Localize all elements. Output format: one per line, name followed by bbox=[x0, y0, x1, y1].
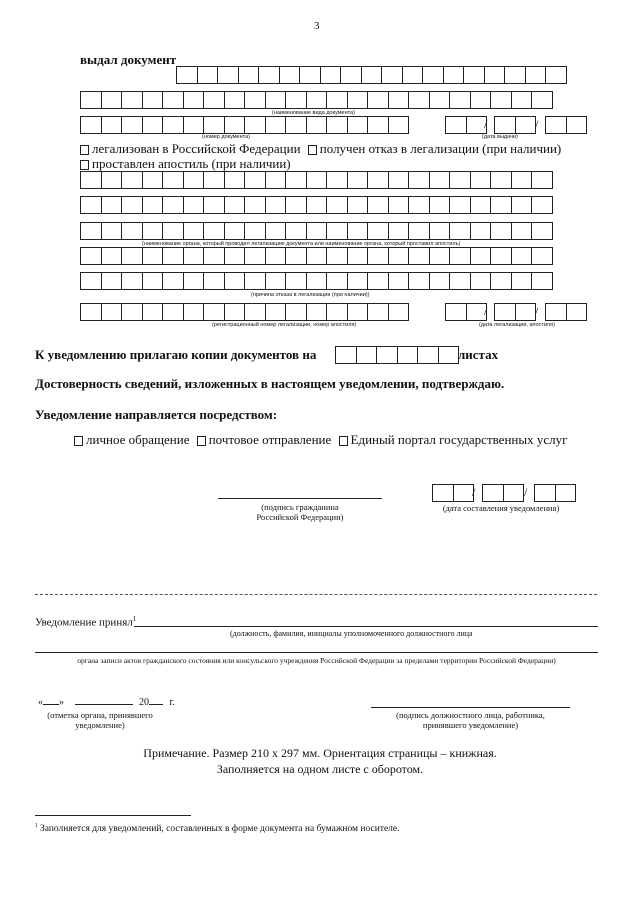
input-cell[interactable] bbox=[244, 91, 266, 109]
copies-prefix: К уведомлению прилагаю копии документов на bbox=[35, 347, 317, 362]
input-cell[interactable] bbox=[347, 116, 369, 134]
input-cell[interactable] bbox=[326, 91, 348, 109]
legalization-date-caption: (дата легализации, апостиля) bbox=[479, 322, 555, 328]
input-cell[interactable] bbox=[101, 303, 123, 321]
input-cell[interactable] bbox=[340, 66, 362, 84]
refused-checkbox[interactable] bbox=[308, 145, 317, 155]
input-cell[interactable] bbox=[347, 222, 369, 240]
legal-month-grid[interactable] bbox=[494, 303, 539, 321]
note bbox=[0, 745, 640, 777]
input-cell[interactable] bbox=[224, 171, 246, 189]
input-cell[interactable] bbox=[347, 171, 369, 189]
input-cell[interactable] bbox=[326, 247, 348, 265]
post-label: почтовое отправление bbox=[208, 432, 332, 447]
input-cell[interactable] bbox=[429, 247, 451, 265]
input-cell[interactable] bbox=[285, 196, 307, 214]
input-cell[interactable] bbox=[101, 247, 123, 265]
input-cell[interactable] bbox=[80, 171, 102, 189]
doc-type-caption: (наименование вида документа) bbox=[272, 110, 355, 116]
doc-number-grid[interactable] bbox=[80, 116, 409, 134]
input-cell[interactable] bbox=[299, 66, 321, 84]
portal-checkbox[interactable] bbox=[339, 436, 348, 446]
legalized-checkbox[interactable] bbox=[80, 145, 89, 155]
input-cell[interactable] bbox=[515, 116, 537, 134]
input-cell[interactable] bbox=[162, 272, 184, 290]
input-cell[interactable] bbox=[566, 303, 588, 321]
legalization-org-grid-1[interactable] bbox=[80, 171, 553, 189]
input-cell[interactable] bbox=[306, 116, 328, 134]
input-cell[interactable] bbox=[326, 272, 348, 290]
confirm-text: Достоверность сведений, изложенных в настоящем уведомлении, подтверждаю. bbox=[35, 376, 505, 391]
acceptance-footnote-mark: 1 bbox=[132, 615, 137, 623]
input-cell[interactable] bbox=[203, 303, 225, 321]
input-cell[interactable] bbox=[449, 196, 471, 214]
input-cell[interactable] bbox=[285, 171, 307, 189]
year-blank[interactable] bbox=[149, 704, 163, 705]
input-cell[interactable] bbox=[367, 272, 389, 290]
input-cell[interactable] bbox=[367, 171, 389, 189]
input-cell[interactable] bbox=[101, 91, 123, 109]
mark-caption-line1: (отметка органа, принявшего bbox=[47, 710, 153, 720]
input-cell[interactable] bbox=[183, 247, 205, 265]
input-cell[interactable] bbox=[244, 196, 266, 214]
input-cell[interactable] bbox=[347, 196, 369, 214]
input-cell[interactable] bbox=[388, 272, 410, 290]
compose-month-grid[interactable] bbox=[482, 484, 524, 502]
apostille-checkbox[interactable] bbox=[80, 160, 89, 170]
input-cell[interactable] bbox=[80, 303, 102, 321]
input-cell[interactable] bbox=[531, 272, 553, 290]
input-cell[interactable] bbox=[531, 222, 553, 240]
day-blank[interactable] bbox=[43, 704, 59, 705]
personal-checkbox[interactable] bbox=[74, 436, 83, 446]
input-cell[interactable] bbox=[388, 303, 410, 321]
org-caption: органа записи актов гражданского состояния или консульского учреждения Российской Федерации за пределами территории Российской Федерации) bbox=[77, 656, 556, 665]
input-cell[interactable] bbox=[224, 247, 246, 265]
input-cell[interactable] bbox=[238, 66, 260, 84]
input-cell[interactable] bbox=[224, 91, 246, 109]
input-cell[interactable] bbox=[525, 66, 547, 84]
issue-day-grid[interactable] bbox=[445, 116, 487, 134]
input-cell[interactable] bbox=[162, 171, 184, 189]
input-cell[interactable] bbox=[121, 196, 143, 214]
input-cell[interactable] bbox=[438, 346, 460, 364]
input-cell[interactable] bbox=[470, 222, 492, 240]
legal-day-grid[interactable] bbox=[445, 303, 487, 321]
input-cell[interactable] bbox=[80, 272, 102, 290]
citizen-signature-caption bbox=[218, 502, 382, 522]
doc-type-grid-1[interactable] bbox=[176, 66, 567, 84]
input-cell[interactable] bbox=[306, 272, 328, 290]
refused-label: получен отказ в легализации (при наличии) bbox=[319, 141, 562, 156]
input-cell[interactable] bbox=[285, 222, 307, 240]
input-cell[interactable] bbox=[183, 272, 205, 290]
input-cell[interactable] bbox=[203, 272, 225, 290]
input-cell[interactable] bbox=[121, 222, 143, 240]
input-cell[interactable] bbox=[306, 171, 328, 189]
input-cell[interactable] bbox=[80, 247, 102, 265]
input-cell[interactable] bbox=[367, 91, 389, 109]
input-cell[interactable] bbox=[142, 116, 164, 134]
official-line[interactable] bbox=[134, 626, 598, 627]
org-line[interactable] bbox=[35, 652, 598, 653]
input-cell[interactable] bbox=[121, 303, 143, 321]
input-cell[interactable] bbox=[320, 66, 342, 84]
input-cell[interactable] bbox=[432, 484, 454, 502]
input-cell[interactable] bbox=[356, 346, 378, 364]
input-cell[interactable] bbox=[566, 116, 588, 134]
input-cell[interactable] bbox=[408, 196, 430, 214]
input-cell[interactable] bbox=[381, 66, 403, 84]
input-cell[interactable] bbox=[306, 222, 328, 240]
official-signature-line[interactable] bbox=[371, 707, 570, 708]
input-cell[interactable] bbox=[511, 272, 533, 290]
input-cell[interactable] bbox=[285, 247, 307, 265]
input-cell[interactable] bbox=[490, 91, 512, 109]
input-cell[interactable] bbox=[285, 303, 307, 321]
input-cell[interactable] bbox=[515, 303, 537, 321]
input-cell[interactable] bbox=[347, 272, 369, 290]
input-cell[interactable] bbox=[555, 484, 577, 502]
input-cell[interactable] bbox=[408, 247, 430, 265]
input-cell[interactable] bbox=[183, 222, 205, 240]
input-cell[interactable] bbox=[306, 247, 328, 265]
legal-year-grid[interactable] bbox=[545, 303, 587, 321]
input-cell[interactable] bbox=[367, 196, 389, 214]
input-cell[interactable] bbox=[258, 66, 280, 84]
input-cell[interactable] bbox=[531, 171, 553, 189]
official-signature-caption bbox=[371, 710, 570, 730]
acceptance-date-row bbox=[38, 697, 175, 708]
input-cell[interactable] bbox=[408, 91, 430, 109]
year-suffix: г. bbox=[169, 697, 175, 708]
input-cell[interactable] bbox=[417, 346, 439, 364]
input-cell[interactable] bbox=[397, 346, 419, 364]
footnote bbox=[35, 823, 400, 834]
input-cell[interactable] bbox=[534, 484, 556, 502]
input-cell[interactable] bbox=[443, 66, 465, 84]
issue-month-grid[interactable] bbox=[494, 116, 539, 134]
slash: / bbox=[484, 304, 488, 318]
input-cell[interactable] bbox=[545, 303, 567, 321]
acceptance-label bbox=[35, 615, 136, 629]
slash: / bbox=[535, 304, 539, 318]
input-cell[interactable] bbox=[183, 196, 205, 214]
mark-caption bbox=[38, 710, 162, 730]
input-cell[interactable] bbox=[265, 196, 287, 214]
input-cell[interactable] bbox=[217, 66, 239, 84]
input-cell[interactable] bbox=[494, 116, 516, 134]
input-cell[interactable] bbox=[511, 171, 533, 189]
input-cell[interactable] bbox=[545, 66, 567, 84]
page-number: 3 bbox=[314, 20, 320, 32]
input-cell[interactable] bbox=[347, 91, 369, 109]
input-cell[interactable] bbox=[453, 484, 475, 502]
input-cell[interactable] bbox=[142, 196, 164, 214]
input-cell[interactable] bbox=[101, 171, 123, 189]
input-cell[interactable] bbox=[224, 116, 246, 134]
input-cell[interactable] bbox=[449, 272, 471, 290]
input-cell[interactable] bbox=[285, 272, 307, 290]
apostille-label: проставлен апостиль (при наличии) bbox=[92, 156, 291, 171]
input-cell[interactable] bbox=[121, 116, 143, 134]
input-cell[interactable] bbox=[367, 116, 389, 134]
input-cell[interactable] bbox=[545, 116, 567, 134]
input-cell[interactable] bbox=[80, 196, 102, 214]
reg-number-grid[interactable] bbox=[80, 303, 409, 321]
input-cell[interactable] bbox=[265, 247, 287, 265]
input-cell[interactable] bbox=[121, 91, 143, 109]
input-cell[interactable] bbox=[306, 196, 328, 214]
compose-day-grid[interactable] bbox=[432, 484, 474, 502]
input-cell[interactable] bbox=[408, 171, 430, 189]
footnote-mark: 1 bbox=[35, 823, 38, 829]
input-cell[interactable] bbox=[162, 303, 184, 321]
input-cell[interactable] bbox=[244, 222, 266, 240]
input-cell[interactable] bbox=[183, 116, 205, 134]
input-cell[interactable] bbox=[449, 91, 471, 109]
input-cell[interactable] bbox=[142, 91, 164, 109]
issued-doc-label: выдал документ bbox=[80, 52, 177, 67]
input-cell[interactable] bbox=[244, 303, 266, 321]
input-cell[interactable] bbox=[265, 222, 287, 240]
input-cell[interactable] bbox=[265, 116, 287, 134]
input-cell[interactable] bbox=[490, 196, 512, 214]
compose-year-grid[interactable] bbox=[534, 484, 576, 502]
input-cell[interactable] bbox=[183, 171, 205, 189]
input-cell[interactable] bbox=[142, 247, 164, 265]
input-cell[interactable] bbox=[511, 196, 533, 214]
input-cell[interactable] bbox=[203, 196, 225, 214]
sign-caption-line1: (подпись должностного лица, работника, bbox=[396, 710, 545, 720]
input-cell[interactable] bbox=[80, 222, 102, 240]
input-cell[interactable] bbox=[162, 116, 184, 134]
input-cell[interactable] bbox=[388, 116, 410, 134]
input-cell[interactable] bbox=[101, 222, 123, 240]
input-cell[interactable] bbox=[531, 196, 553, 214]
delivery-options-row bbox=[74, 432, 567, 448]
input-cell[interactable] bbox=[504, 66, 526, 84]
acceptance-label-text: Уведомление принял bbox=[35, 616, 133, 629]
slash: / bbox=[524, 485, 528, 499]
input-cell[interactable] bbox=[482, 484, 504, 502]
input-cell[interactable] bbox=[361, 66, 383, 84]
input-cell[interactable] bbox=[121, 171, 143, 189]
footnote-separator bbox=[35, 815, 191, 816]
input-cell[interactable] bbox=[367, 303, 389, 321]
input-cell[interactable] bbox=[422, 66, 444, 84]
input-cell[interactable] bbox=[429, 91, 451, 109]
input-cell[interactable] bbox=[494, 303, 516, 321]
note-line1: Примечание. Размер 210 x 297 мм. Ориентация страницы – книжная. bbox=[143, 746, 497, 760]
input-cell[interactable] bbox=[388, 196, 410, 214]
input-cell[interactable] bbox=[484, 66, 506, 84]
section-divider bbox=[35, 594, 597, 595]
input-cell[interactable] bbox=[224, 272, 246, 290]
note-line2: Заполняется на одном листе с оборотом. bbox=[216, 762, 424, 776]
refusal-reason-caption: (причина отказа в легализации (при наличии)) bbox=[251, 292, 370, 298]
input-cell[interactable] bbox=[101, 272, 123, 290]
input-cell[interactable] bbox=[306, 91, 328, 109]
input-cell[interactable] bbox=[244, 171, 266, 189]
input-cell[interactable] bbox=[367, 222, 389, 240]
input-cell[interactable] bbox=[449, 171, 471, 189]
input-cell[interactable] bbox=[244, 116, 266, 134]
footnote-text: Заполняется для уведомлений, составленных в форме документа на бумажном носителе. bbox=[40, 824, 400, 835]
issue-date-caption: (дата выдачи) bbox=[482, 134, 518, 140]
input-cell[interactable] bbox=[197, 66, 219, 84]
input-cell[interactable] bbox=[203, 116, 225, 134]
input-cell[interactable] bbox=[511, 91, 533, 109]
citizen-caption-line1: (подпись гражданина bbox=[261, 502, 339, 512]
input-cell[interactable] bbox=[429, 171, 451, 189]
doc-number-caption: (номер документа) bbox=[202, 134, 251, 140]
input-cell[interactable] bbox=[162, 91, 184, 109]
input-cell[interactable] bbox=[347, 303, 369, 321]
input-cell[interactable] bbox=[244, 272, 266, 290]
input-cell[interactable] bbox=[470, 196, 492, 214]
input-cell[interactable] bbox=[388, 247, 410, 265]
citizen-signature-line[interactable] bbox=[218, 498, 382, 499]
input-cell[interactable] bbox=[388, 222, 410, 240]
input-cell[interactable] bbox=[445, 303, 467, 321]
mark-caption-line2: уведомление) bbox=[75, 720, 125, 730]
input-cell[interactable] bbox=[376, 346, 398, 364]
input-cell[interactable] bbox=[183, 303, 205, 321]
input-cell[interactable] bbox=[279, 66, 301, 84]
personal-label: личное обращение bbox=[86, 432, 190, 447]
input-cell[interactable] bbox=[142, 222, 164, 240]
input-cell[interactable] bbox=[470, 247, 492, 265]
refusal-reason-grid-1[interactable] bbox=[80, 247, 553, 265]
input-cell[interactable] bbox=[470, 272, 492, 290]
input-cell[interactable] bbox=[121, 247, 143, 265]
input-cell[interactable] bbox=[265, 272, 287, 290]
date-quote-open: « bbox=[38, 697, 43, 708]
input-cell[interactable] bbox=[203, 222, 225, 240]
input-cell[interactable] bbox=[408, 272, 430, 290]
input-cell[interactable] bbox=[121, 272, 143, 290]
slash: / bbox=[535, 117, 539, 131]
post-checkbox[interactable] bbox=[197, 436, 206, 446]
input-cell[interactable] bbox=[142, 303, 164, 321]
input-cell[interactable] bbox=[306, 303, 328, 321]
input-cell[interactable] bbox=[511, 222, 533, 240]
apostille-option-row bbox=[80, 156, 291, 172]
input-cell[interactable] bbox=[531, 91, 553, 109]
input-cell[interactable] bbox=[449, 222, 471, 240]
input-cell[interactable] bbox=[203, 171, 225, 189]
input-cell[interactable] bbox=[162, 247, 184, 265]
delivery-title: Уведомление направляется посредством: bbox=[35, 407, 278, 422]
legalization-org-caption: (наименование органа, который проводил легализацию документа или наименование органа, который проставил апостиль) bbox=[142, 241, 461, 247]
input-cell[interactable] bbox=[388, 171, 410, 189]
refusal-reason-grid-2[interactable] bbox=[80, 272, 553, 290]
input-cell[interactable] bbox=[429, 222, 451, 240]
input-cell[interactable] bbox=[80, 116, 102, 134]
input-cell[interactable] bbox=[402, 66, 424, 84]
input-cell[interactable] bbox=[463, 66, 485, 84]
input-cell[interactable] bbox=[326, 303, 348, 321]
input-cell[interactable] bbox=[445, 116, 467, 134]
legalized-label: легализован в Российской Федерации bbox=[92, 141, 301, 156]
year-prefix: 20 bbox=[139, 697, 149, 708]
citizen-caption-line2: Российской Федерации) bbox=[256, 512, 344, 522]
input-cell[interactable] bbox=[224, 196, 246, 214]
input-cell[interactable] bbox=[388, 91, 410, 109]
input-cell[interactable] bbox=[101, 196, 123, 214]
input-cell[interactable] bbox=[470, 91, 492, 109]
input-cell[interactable] bbox=[203, 247, 225, 265]
input-cell[interactable] bbox=[162, 196, 184, 214]
input-cell[interactable] bbox=[367, 247, 389, 265]
input-cell[interactable] bbox=[490, 171, 512, 189]
input-cell[interactable] bbox=[162, 222, 184, 240]
input-cell[interactable] bbox=[449, 247, 471, 265]
input-cell[interactable] bbox=[511, 247, 533, 265]
input-cell[interactable] bbox=[429, 196, 451, 214]
input-cell[interactable] bbox=[176, 66, 198, 84]
doc-type-grid-2[interactable] bbox=[80, 91, 553, 109]
input-cell[interactable] bbox=[224, 222, 246, 240]
input-cell[interactable] bbox=[408, 222, 430, 240]
input-cell[interactable] bbox=[224, 303, 246, 321]
sign-caption-line2: принявшего уведомление) bbox=[422, 720, 519, 730]
portal-label: Единый портал государственных услуг bbox=[350, 432, 568, 447]
legalization-org-grid-2[interactable] bbox=[80, 196, 553, 214]
copies-count-grid[interactable] bbox=[335, 346, 459, 364]
input-cell[interactable] bbox=[490, 272, 512, 290]
input-cell[interactable] bbox=[490, 247, 512, 265]
input-cell[interactable] bbox=[531, 247, 553, 265]
input-cell[interactable] bbox=[142, 272, 164, 290]
input-cell[interactable] bbox=[80, 91, 102, 109]
input-cell[interactable] bbox=[285, 116, 307, 134]
input-cell[interactable] bbox=[244, 247, 266, 265]
input-cell[interactable] bbox=[326, 222, 348, 240]
input-cell[interactable] bbox=[265, 303, 287, 321]
slash: / bbox=[484, 117, 488, 131]
input-cell[interactable] bbox=[429, 272, 451, 290]
legalization-org-grid-3[interactable] bbox=[80, 222, 553, 240]
input-cell[interactable] bbox=[326, 171, 348, 189]
input-cell[interactable] bbox=[142, 171, 164, 189]
input-cell[interactable] bbox=[490, 222, 512, 240]
compose-date-caption: (дата составления уведомления) bbox=[442, 503, 560, 513]
official-caption: (должность, фамилия, инициалы уполномоченного должностного лица bbox=[230, 629, 473, 638]
input-cell[interactable] bbox=[470, 171, 492, 189]
input-cell[interactable] bbox=[203, 91, 225, 109]
input-cell[interactable] bbox=[347, 247, 369, 265]
input-cell[interactable] bbox=[265, 91, 287, 109]
date-quote-close: » bbox=[59, 697, 64, 708]
input-cell[interactable] bbox=[285, 91, 307, 109]
input-cell[interactable] bbox=[335, 346, 357, 364]
issue-year-grid[interactable] bbox=[545, 116, 587, 134]
slash: / bbox=[472, 485, 476, 499]
input-cell[interactable] bbox=[326, 196, 348, 214]
legalization-options-row bbox=[80, 141, 561, 157]
input-cell[interactable] bbox=[265, 171, 287, 189]
copies-suffix: листах bbox=[458, 347, 499, 362]
input-cell[interactable] bbox=[326, 116, 348, 134]
input-cell[interactable] bbox=[101, 116, 123, 134]
month-blank[interactable] bbox=[75, 704, 133, 705]
input-cell[interactable] bbox=[503, 484, 528, 502]
reg-number-caption: (регистрационный номер легализации, номер апостиля) bbox=[212, 322, 357, 328]
input-cell[interactable] bbox=[183, 91, 205, 109]
